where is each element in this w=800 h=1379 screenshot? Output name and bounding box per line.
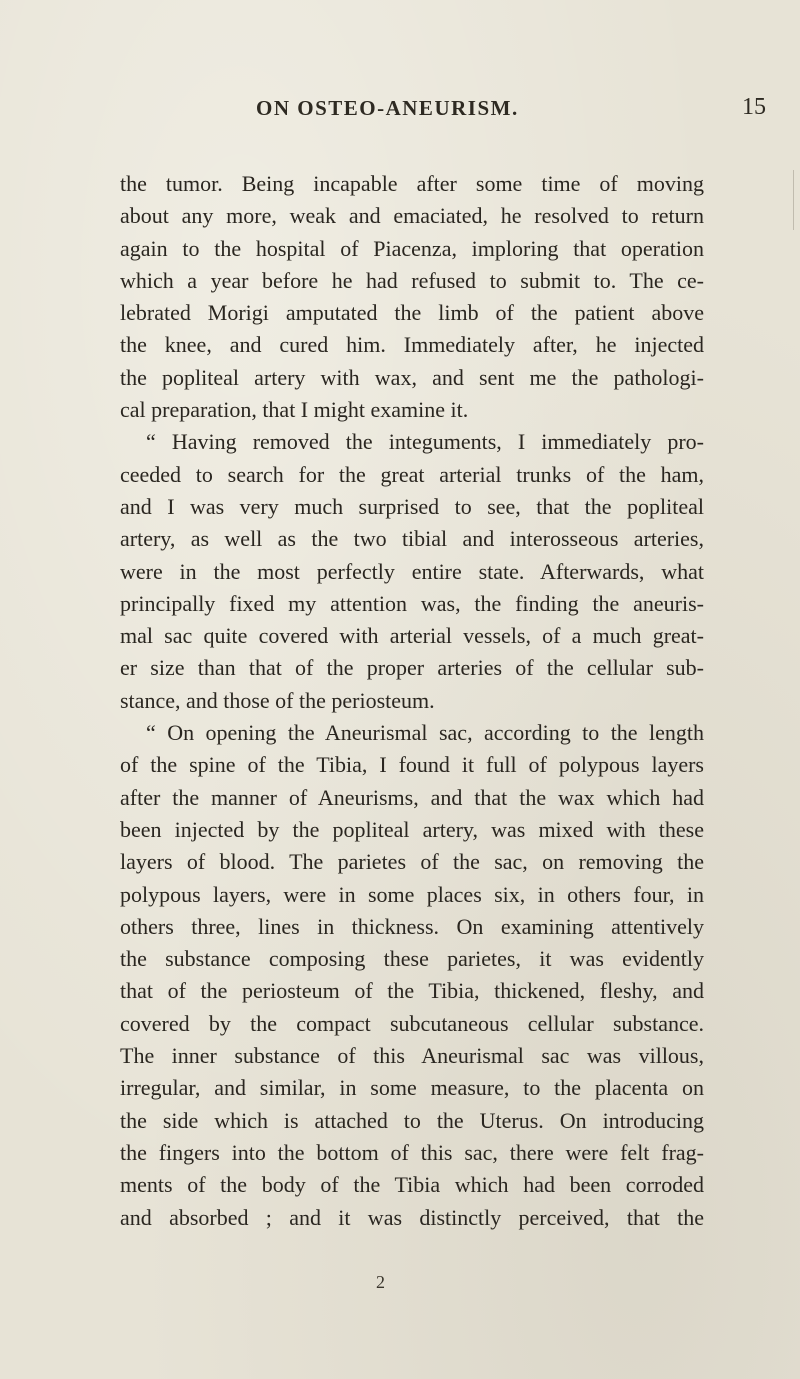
text-line: lebrated Morigi amputated the limb of the patient above — [120, 300, 704, 326]
text-line: The inner substance of this Aneurismal sac was villous, — [120, 1043, 704, 1069]
text-line: the fingers into the bottom of this sac, there were felt frag- — [120, 1139, 704, 1165]
text-line: again to the hospital of Piacenza, imploring that operation — [120, 235, 704, 261]
text-line: which a year before he had refused to submit to. The ce- — [120, 267, 704, 293]
text-line: the popliteal artery with wax, and sent me the pathologi- — [120, 364, 704, 390]
text-line: “ On opening the Aneurismal sac, according to the length — [146, 720, 704, 746]
page-edge-shadow — [785, 170, 794, 230]
signature-mark: 2 — [376, 1272, 385, 1292]
text-line: artery, as well as the two tibial and interosseous arteries, — [120, 526, 704, 552]
text-line: ceeded to search for the great arterial trunks of the ham, — [120, 461, 704, 487]
text-line: “ Having removed the integuments, I immediately pro- — [146, 429, 704, 455]
text-line: cal preparation, that I might examine it. — [120, 397, 469, 423]
text-line: were in the most perfectly entire state. Afterwards, what — [120, 558, 704, 584]
running-head: ON OSTEO-ANEURISM. — [256, 96, 519, 120]
text-line: about any more, weak and emaciated, he resolved to return — [120, 203, 704, 229]
text-line: irregular, and similar, in some measure, to the placenta on — [120, 1075, 704, 1101]
text-line: mal sac quite covered with arterial vessels, of a much great- — [120, 623, 704, 649]
text-line: the knee, and cured him. Immediately after, he injected — [120, 332, 704, 358]
page-number: 15 — [742, 94, 766, 120]
text-line: the substance composing these parietes, it was evidently — [120, 946, 704, 972]
text-line: of the spine of the Tibia, I found it full of polypous layers — [120, 752, 704, 778]
text-line: that of the periosteum of the Tibia, thickened, fleshy, and — [120, 978, 704, 1004]
text-line: and I was very much surprised to see, that the popliteal — [120, 493, 704, 519]
text-line: been injected by the popliteal artery, was mixed with these — [120, 816, 704, 842]
text-line: principally fixed my attention was, the finding the aneuris- — [120, 590, 704, 616]
text-line: er size than that of the proper arteries of the cellular sub- — [120, 655, 704, 681]
text-line: polypous layers, were in some places six, in others four, in — [120, 881, 704, 907]
page-header — [0, 96, 800, 136]
text-line: after the manner of Aneurisms, and that the wax which had — [120, 784, 704, 810]
text-line: stance, and those of the periosteum. — [120, 687, 435, 713]
body-text — [120, 168, 704, 1234]
text-line: the side which is attached to the Uterus. On introducing — [120, 1107, 704, 1133]
text-line: others three, lines in thickness. On examining attentively — [120, 913, 704, 939]
text-line: and absorbed ; and it was distinctly perceived, that the — [120, 1204, 704, 1230]
text-line: the tumor. Being incapable after some time of moving — [120, 171, 704, 196]
text-line: covered by the compact subcutaneous cellular substance. — [120, 1010, 704, 1036]
text-line: layers of blood. The parietes of the sac, on removing the — [120, 849, 704, 875]
text-line: ments of the body of the Tibia which had been corroded — [120, 1172, 704, 1198]
